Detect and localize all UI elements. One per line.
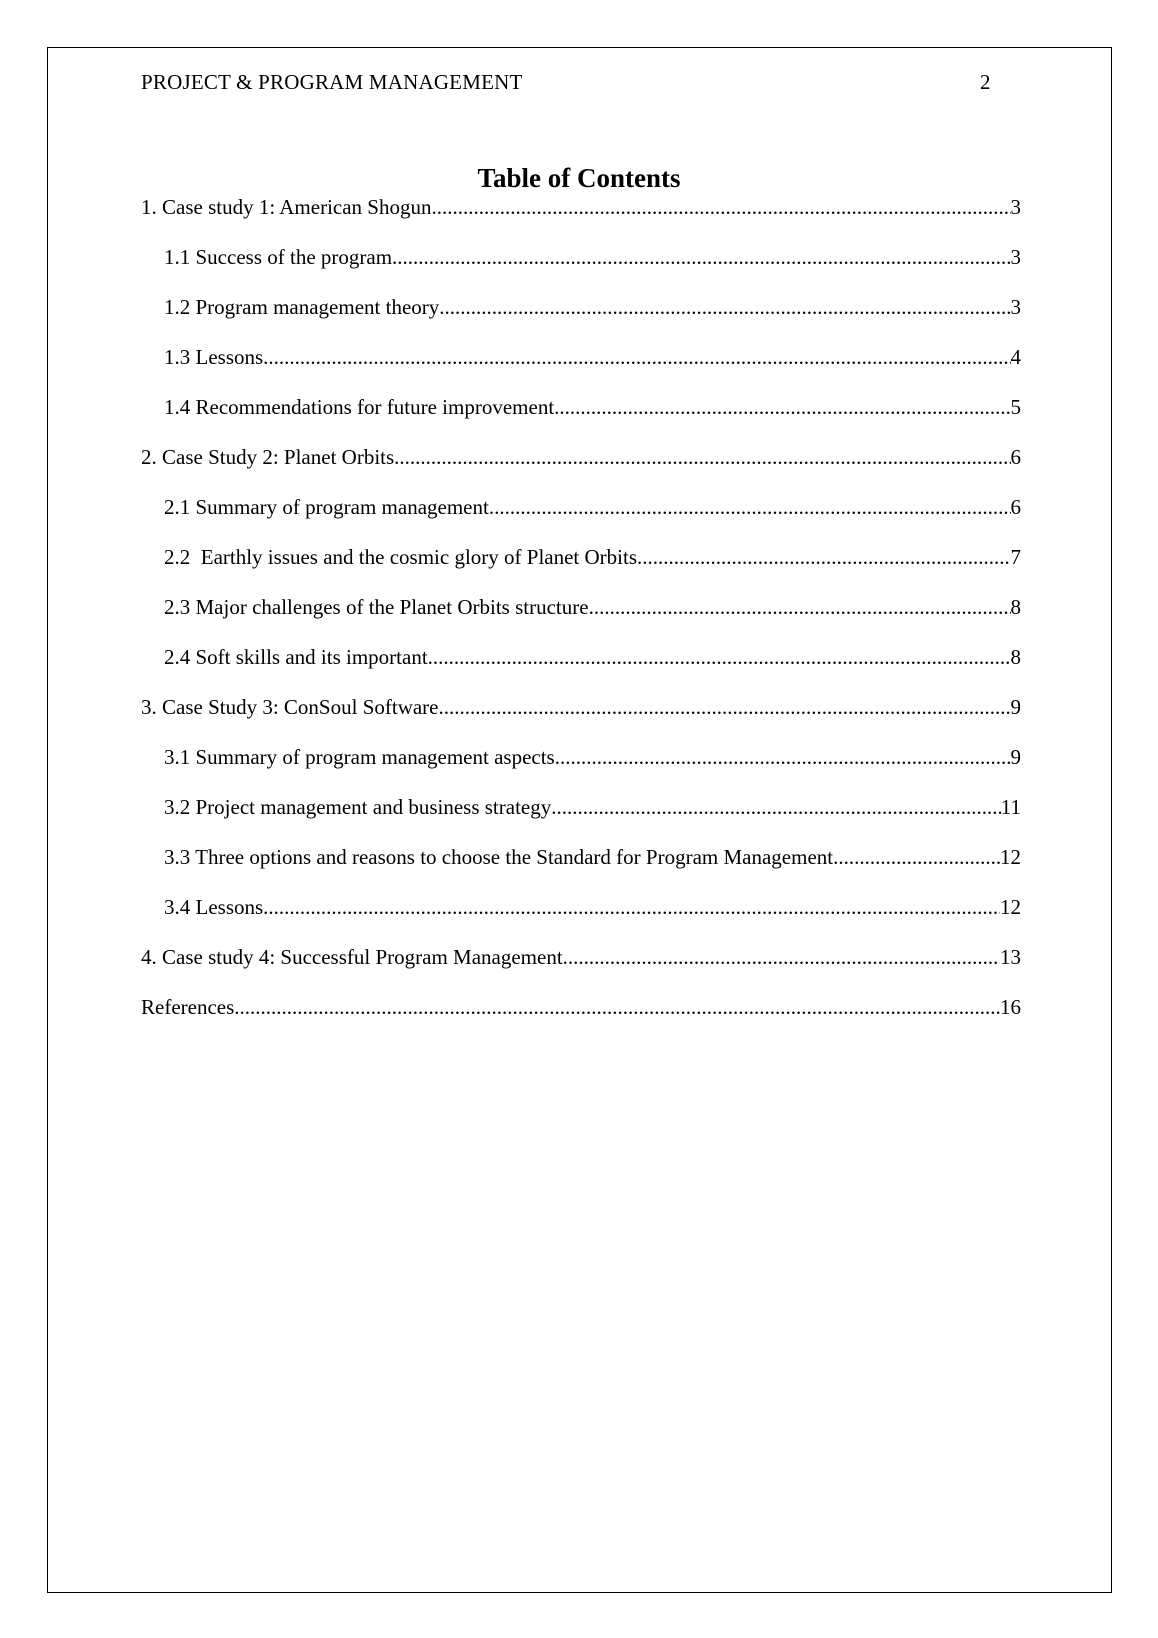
toc-dot-leader [431,195,1010,220]
toc-entry[interactable] [141,895,1021,945]
toc-dot-leader [563,945,1000,970]
toc-entry-page: 5 [1010,395,1021,419]
toc-entry[interactable] [141,245,1021,295]
toc-dot-leader [428,645,1011,670]
toc-entry-text: 2.3 Major challenges of the Planet Orbits structure [164,595,589,619]
toc-entry-page: 16 [1000,995,1021,1019]
toc-entry-page: 4 [1010,345,1021,369]
toc-dot-leader [439,695,1011,720]
toc-entry-text: 3. Case Study 3: ConSoul Software [141,695,439,719]
toc-entry[interactable] [141,345,1021,395]
running-head: PROJECT & PROGRAM MANAGEMENT [141,70,523,94]
toc-entry[interactable] [141,945,1021,995]
toc-entry-text: 3.3 Three options and reasons to choose the Standard for Program Management [164,845,834,869]
toc-entry[interactable] [141,595,1021,645]
toc-entry[interactable] [141,845,1021,895]
toc-dot-leader [263,895,1000,920]
toc-dot-leader [833,845,1000,870]
toc-entry[interactable] [141,545,1021,595]
toc-title: Table of Contents [477,163,681,193]
toc-dot-leader [234,995,1000,1020]
toc-entry-text: 2. Case Study 2: Planet Orbits [141,445,395,469]
toc-entry-page: 9 [1010,745,1021,769]
toc-list [141,195,1021,1045]
toc-entry[interactable] [141,695,1021,745]
toc-entry-text: 3.1 Summary of program management aspects [164,745,555,769]
toc-entry-text: 4. Case study 4: Successful Program Management [141,945,563,969]
toc-entry-text: 2.2 Earthly issues and the cosmic glory of Planet Orbits [164,545,638,569]
toc-entry-page: 11 [1000,795,1021,819]
toc-entry-text: 1.2 Program management theory [164,295,440,319]
toc-entry-text: 1.3 Lessons [164,345,264,369]
toc-dot-leader [589,595,1011,620]
toc-entry-page: 3 [1010,245,1021,269]
toc-entry-page: 13 [1000,945,1021,969]
toc-dot-leader [554,395,1010,420]
toc-entry[interactable] [141,645,1021,695]
toc-entry-text: 3.2 Project management and business strategy [164,795,552,819]
toc-entry[interactable] [141,745,1021,795]
toc-entry-page: 8 [1010,595,1021,619]
toc-entry[interactable] [141,795,1021,845]
toc-entry-page: 3 [1010,295,1021,319]
toc-entry-page: 3 [1010,195,1021,219]
page-number: 2 [980,70,991,94]
toc-dot-leader [551,795,1001,820]
toc-entry-text: 1. Case study 1: American Shogun [141,195,432,219]
toc-dot-leader [392,245,1010,270]
toc-entry-text: 3.4 Lessons [164,895,264,919]
toc-dot-leader [439,295,1010,320]
toc-dot-leader [263,345,1010,370]
toc-entry[interactable] [141,195,1021,245]
toc-entry-text: 2.1 Summary of program management [164,495,489,519]
toc-entry-page: 6 [1010,445,1021,469]
toc-entry-page: 8 [1010,645,1021,669]
toc-entry-page: 9 [1010,695,1021,719]
toc-entry-page: 12 [1000,895,1021,919]
toc-dot-leader [489,495,1011,520]
toc-entry-page: 12 [1000,845,1021,869]
toc-entry[interactable] [141,995,1021,1045]
toc-dot-leader [555,745,1011,770]
toc-entry-text: 1.1 Success of the program [164,245,393,269]
toc-entry-text: References [141,995,235,1019]
toc-entry-page: 6 [1010,495,1021,519]
toc-dot-leader [637,545,1010,570]
toc-dot-leader [394,445,1010,470]
toc-entry-text: 2.4 Soft skills and its important [164,645,428,669]
toc-entry[interactable] [141,445,1021,495]
toc-entry[interactable] [141,295,1021,345]
toc-entry[interactable] [141,395,1021,445]
toc-entry-text: 1.4 Recommendations for future improvement [164,395,555,419]
toc-entry[interactable] [141,495,1021,545]
toc-entry-page: 7 [1010,545,1021,569]
